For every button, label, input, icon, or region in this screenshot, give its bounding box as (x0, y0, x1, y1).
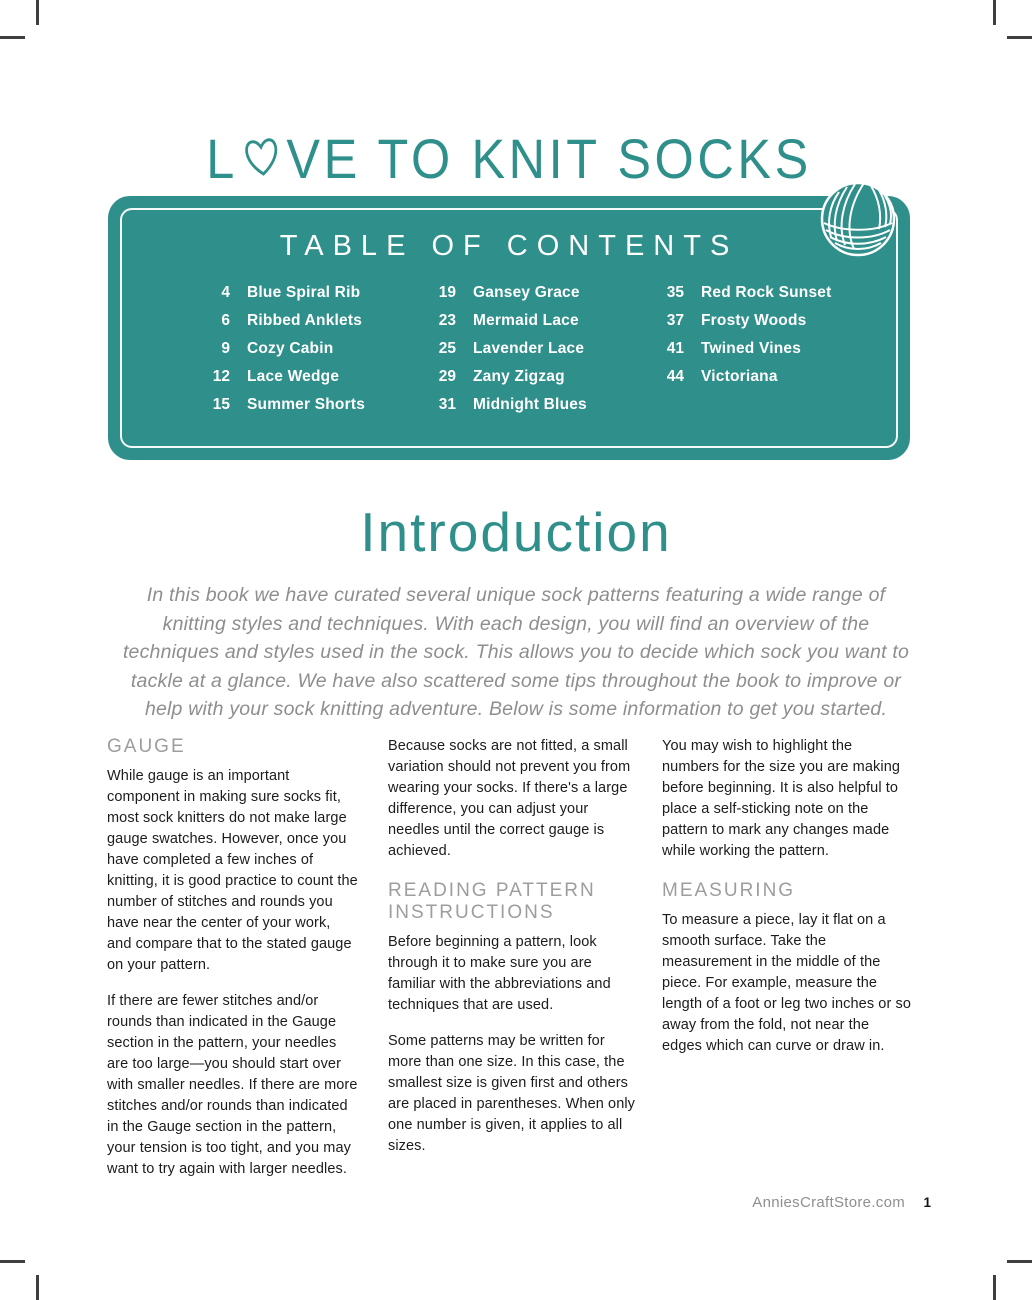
toc-entry (200, 368, 365, 387)
book-title (121, 126, 897, 195)
toc-entry (426, 284, 587, 303)
toc-entry (426, 396, 587, 415)
toc-entry-page: 41 (666, 340, 684, 357)
gauge-paragraph-1: While gauge is an important component in making sure socks fit, most sock knitters do not make large gauge swatches. However, once you have completed a few inches of knitting, it is good practice to count the number of stitches and rounds you have near the center of your work, and compare that to the stated gauge on your pattern. (107, 768, 358, 973)
reading-pattern-paragraph-1: Before beginning a pattern, look through it to make sure you are familiar with the abbreviations and techniques that are used. (388, 934, 611, 1013)
toc-entry-page: 23 (438, 312, 456, 329)
crop-mark (36, 0, 39, 25)
heart-icon (237, 128, 288, 198)
toc-entry (426, 368, 587, 387)
reading-pattern-paragraph-2: Some patterns may be written for more than one size. In this case, the smallest size is given first and others are placed in parentheses. When only one number is given, it applies to all sizes. (388, 1033, 636, 1154)
toc-entry-page: 15 (212, 396, 230, 413)
toc-entry-title: Frosty Woods (701, 312, 807, 329)
toc-entry (200, 312, 365, 331)
toc-entry-title: Gansey Grace (473, 284, 580, 301)
page-footer (420, 1194, 931, 1212)
gauge-heading: GAUGE (107, 736, 186, 757)
toc-entry-page: 4 (221, 284, 230, 301)
toc-entry-page: 19 (438, 284, 456, 301)
toc-entry (200, 284, 365, 303)
footer-site-text: AnniesCraftStore.com (752, 1194, 906, 1211)
crop-mark (993, 0, 996, 25)
toc-column-3 (654, 284, 831, 396)
toc-entry-title: Red Rock Sunset (701, 284, 832, 301)
gauge-paragraph-2: If there are fewer stitches and/or rounds than indicated in the Gauge section in the pattern, your needles are too large—you should start over with smaller needles. If there are more stitches and/or rounds than indicated in the Gauge section in the pattern, your tension is too tight, and you may want to try again with larger needles. (107, 993, 358, 1177)
body-column-3 (662, 736, 912, 1072)
table-of-contents-box (108, 196, 910, 460)
toc-entry (654, 340, 831, 359)
toc-entry (200, 340, 365, 359)
toc-entry-title: Mermaid Lace (473, 312, 579, 329)
body-column-1 (107, 736, 359, 1195)
toc-entry-title: Lace Wedge (247, 368, 340, 385)
toc-entry-title: Zany Zigzag (473, 368, 565, 385)
toc-entry-page: 25 (438, 340, 456, 357)
toc-entry-title: Lavender Lace (473, 340, 585, 357)
toc-entry-page: 9 (221, 340, 230, 357)
crop-mark (1007, 1260, 1032, 1263)
yarn-ball-icon (818, 179, 898, 259)
crop-mark (36, 1275, 39, 1300)
toc-entry-page: 6 (221, 312, 230, 329)
toc-column-1 (200, 284, 365, 424)
toc-heading: TABLE OF CONTENTS (279, 230, 739, 262)
measuring-paragraph-1: To measure a piece, lay it flat on a smooth surface. Take the measurement in the middle of the piece. For example, measure the length of a foot or leg two inches or so away from the fold, not near the edges which can curve or draw in. (662, 912, 912, 1054)
book-title-pre: L (206, 127, 238, 190)
toc-entry-title: Blue Spiral Rib (247, 284, 361, 301)
toc-entry (426, 312, 587, 331)
crop-mark (1007, 36, 1032, 39)
crop-mark (993, 1275, 996, 1300)
crop-mark (0, 1260, 25, 1263)
toc-entry-page: 44 (666, 368, 684, 385)
measuring-heading: MEASURING (662, 880, 796, 901)
toc-entry-title: Twined Vines (701, 340, 802, 357)
toc-entry-title: Midnight Blues (473, 396, 587, 413)
toc-entry (654, 312, 831, 331)
toc-entry-title: Victoriana (701, 368, 778, 385)
toc-entry-page: 35 (666, 284, 684, 301)
reading-pattern-paragraph-3: You may wish to highlight the numbers for the size you are making before beginning. It is also helpful to place a self-sticking note on the pattern to mark any changes made while working the pattern. (662, 738, 901, 859)
book-title-post: VE TO KNIT SOCKS (286, 127, 812, 190)
toc-entry (654, 284, 831, 303)
introduction-text: In this book we have curated several unique sock patterns featuring a wide range of knitting styles and techniques. With each design, you will find an overview of the techniques and styles used in the sock. This allows you to decide which sock you want to tackle at a glance. We have also scattered some tips throughout the book to improve or help with your sock knitting adventure. Below is some information to get you started. (122, 584, 910, 720)
toc-entry-page: 37 (666, 312, 684, 329)
toc-entry (200, 396, 365, 415)
crop-mark (0, 36, 25, 39)
toc-entry-page: 12 (212, 368, 230, 385)
body-column-2 (388, 736, 638, 1172)
toc-column-2 (426, 284, 587, 424)
introduction-heading: Introduction (360, 501, 672, 563)
toc-entry (426, 340, 587, 359)
toc-entry-title: Summer Shorts (247, 396, 366, 413)
toc-entry-title: Cozy Cabin (247, 340, 334, 357)
toc-entry-title: Ribbed Anklets (247, 312, 363, 329)
toc-entry-page: 29 (438, 368, 456, 385)
reading-pattern-heading: READING PATTERN INSTRUCTIONS (388, 880, 596, 923)
toc-entry-page: 31 (438, 396, 456, 413)
gauge-paragraph-3: Because socks are not fitted, a small variation should not prevent you from wearing your socks. If there's a large difference, you can adjust your needles until the correct gauge is achieved. (388, 738, 631, 859)
toc-entry (654, 368, 831, 387)
footer-page-number: 1 (923, 1195, 931, 1210)
